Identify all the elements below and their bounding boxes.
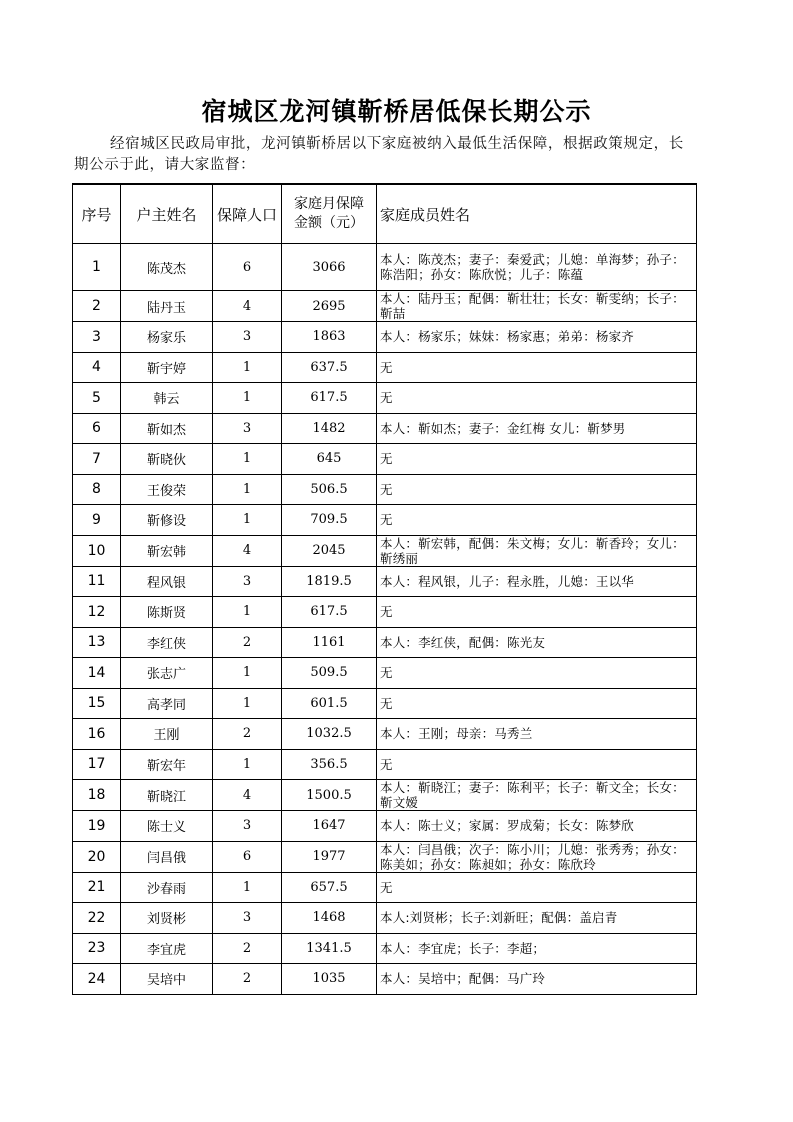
table-row (73, 291, 697, 322)
header-members: 家庭成员姓名 (377, 184, 697, 244)
cell-persons: 1 (213, 658, 282, 689)
cell-members (377, 688, 697, 719)
cell-head-name: 杨家乐 (121, 322, 213, 353)
page-title: 宿城区龙河镇靳桥居低保长期公示 (201, 97, 592, 126)
table-row (73, 933, 697, 964)
cell-head-name: 陆丹玉 (121, 291, 213, 322)
cell-head-name: 靳修设 (121, 505, 213, 536)
cell-head-name: 陈茂杰 (121, 244, 213, 291)
cell-persons: 3 (213, 413, 282, 444)
cell-seq: 18 (73, 780, 121, 811)
cell-members (377, 505, 697, 536)
cell-seq: 12 (73, 597, 121, 628)
cell-persons: 1 (213, 688, 282, 719)
cell-members (377, 322, 697, 353)
cell-seq: 1 (73, 244, 121, 291)
table-body (73, 244, 697, 995)
members-text: 本人：靳宏韩，配偶：朱文梅；女儿：靳香玲；女儿：靳绣丽 (380, 535, 685, 566)
cell-members (377, 244, 697, 291)
cell-head-name: 闫昌俄 (121, 841, 213, 872)
header-persons: 保障人口 (213, 184, 282, 244)
cell-seq: 15 (73, 688, 121, 719)
members-text: 无 (380, 359, 393, 375)
cell-persons: 3 (213, 811, 282, 842)
members-text: 本人:刘贤彬；长子:刘新旺；配偶：盖启青 (380, 910, 618, 926)
members-text: 无 (380, 451, 393, 467)
cell-persons: 6 (213, 841, 282, 872)
cell-persons: 6 (213, 244, 282, 291)
table-row (73, 841, 697, 872)
members-text: 无 (380, 695, 393, 711)
members-text: 本人：陈士义；家属：罗成菊；长女：陈梦欣 (380, 818, 635, 834)
cell-persons: 2 (213, 719, 282, 750)
cell-amount: 356.5 (282, 749, 377, 780)
cell-seq: 22 (73, 903, 121, 934)
members-text: 无 (380, 390, 393, 406)
members-text: 无 (380, 665, 393, 681)
cell-persons: 1 (213, 749, 282, 780)
cell-members (377, 566, 697, 597)
cell-persons: 3 (213, 903, 282, 934)
cell-members (377, 413, 697, 444)
cell-head-name: 吴培中 (121, 964, 213, 995)
members-text: 本人：陆丹玉；配偶：靳壮壮；长女：靳雯纳；长子：靳喆 (380, 291, 685, 321)
cell-persons: 1 (213, 872, 282, 903)
members-text: 本人：吴培中；配偶：马广玲 (380, 971, 546, 987)
cell-head-name: 王刚 (121, 719, 213, 750)
cell-members (377, 627, 697, 658)
cell-members (377, 352, 697, 383)
cell-amount: 1863 (282, 322, 377, 353)
table-row (73, 903, 697, 934)
cell-persons: 3 (213, 322, 282, 353)
members-text: 无 (380, 481, 393, 497)
cell-seq: 19 (73, 811, 121, 842)
cell-head-name: 韩云 (121, 383, 213, 414)
cell-persons: 2 (213, 933, 282, 964)
table-row (73, 322, 697, 353)
cell-head-name: 靳如杰 (121, 413, 213, 444)
table-row (73, 352, 697, 383)
cell-seq: 21 (73, 872, 121, 903)
members-text: 本人：王刚；母亲：马秀兰 (380, 726, 533, 742)
cell-persons: 1 (213, 597, 282, 628)
cell-seq: 17 (73, 749, 121, 780)
cell-amount: 1819.5 (282, 566, 377, 597)
header-head-name: 户主姓名 (121, 184, 213, 244)
cell-amount: 1500.5 (282, 780, 377, 811)
cell-members (377, 719, 697, 750)
cell-members (377, 658, 697, 689)
cell-seq: 7 (73, 444, 121, 475)
cell-head-name: 李宜虎 (121, 933, 213, 964)
cell-head-name: 王俊荣 (121, 474, 213, 505)
table-row (73, 780, 697, 811)
table-row (73, 444, 697, 475)
members-text: 本人：李红侠，配偶：陈光友 (380, 634, 546, 650)
cell-head-name: 程风银 (121, 566, 213, 597)
members-text: 无 (380, 879, 393, 895)
cell-seq: 8 (73, 474, 121, 505)
cell-seq: 10 (73, 535, 121, 566)
cell-members (377, 964, 697, 995)
cell-amount: 645 (282, 444, 377, 475)
members-text: 本人：李宜虎；长子：李超； (380, 940, 546, 956)
cell-amount: 1032.5 (282, 719, 377, 750)
cell-persons: 2 (213, 627, 282, 658)
cell-seq: 16 (73, 719, 121, 750)
cell-members (377, 383, 697, 414)
cell-amount: 1035 (282, 964, 377, 995)
table-row (73, 964, 697, 995)
table-row (73, 383, 697, 414)
members-text: 本人：杨家乐；妹妹：杨家惠；弟弟：杨家齐 (380, 329, 635, 345)
cell-head-name: 靳晓伙 (121, 444, 213, 475)
cell-head-name: 刘贤彬 (121, 903, 213, 934)
table-row (73, 413, 697, 444)
header-amount (282, 184, 377, 244)
table-row (73, 244, 697, 291)
cell-persons: 1 (213, 444, 282, 475)
cell-seq: 14 (73, 658, 121, 689)
cell-seq: 4 (73, 352, 121, 383)
cell-persons: 2 (213, 964, 282, 995)
table-row (73, 719, 697, 750)
cell-seq: 20 (73, 841, 121, 872)
members-text: 无 (380, 604, 393, 620)
cell-members (377, 872, 697, 903)
cell-members (377, 474, 697, 505)
cell-members (377, 811, 697, 842)
header-amount-line2: 金额（元） (294, 215, 364, 231)
intro-paragraph: 经宿城区民政局审批，龙河镇靳桥居以下家庭被纳入最低生活保障，根据政策规定，长期公示于此，请大家监督： (74, 136, 684, 173)
cell-amount: 709.5 (282, 505, 377, 536)
cell-persons: 1 (213, 383, 282, 414)
cell-amount: 617.5 (282, 383, 377, 414)
table-header-row (73, 184, 697, 244)
cell-amount: 2045 (282, 535, 377, 566)
cell-members (377, 535, 697, 566)
table-row (73, 505, 697, 536)
table-row (73, 627, 697, 658)
header-seq: 序号 (73, 184, 121, 244)
cell-head-name: 靳晓江 (121, 780, 213, 811)
cell-persons: 4 (213, 291, 282, 322)
table-row (73, 688, 697, 719)
table-row (73, 535, 697, 566)
cell-persons: 1 (213, 505, 282, 536)
cell-members (377, 444, 697, 475)
cell-seq: 13 (73, 627, 121, 658)
cell-amount: 3066 (282, 244, 377, 291)
cell-head-name: 高孝同 (121, 688, 213, 719)
cell-seq: 9 (73, 505, 121, 536)
cell-head-name: 靳宏韩 (121, 535, 213, 566)
cell-amount: 601.5 (282, 688, 377, 719)
cell-head-name: 陈斯贤 (121, 597, 213, 628)
cell-head-name: 靳宇婷 (121, 352, 213, 383)
table-row (73, 872, 697, 903)
cell-members (377, 903, 697, 934)
cell-seq: 2 (73, 291, 121, 322)
cell-head-name: 张志广 (121, 658, 213, 689)
cell-amount: 506.5 (282, 474, 377, 505)
cell-seq: 24 (73, 964, 121, 995)
members-text: 本人：陈茂杰；妻子：秦爱武；儿媳：单海梦；孙子：陈浩阳；孙女：陈欣悦；儿子：陈蕴 (380, 252, 685, 282)
cell-seq: 3 (73, 322, 121, 353)
cell-members (377, 841, 697, 872)
members-text: 无 (380, 512, 393, 528)
cell-members (377, 291, 697, 322)
members-text: 本人：闫昌俄；次子：陈小川；儿媳：张秀秀；孙女：陈美如；孙女：陈昶如；孙女：陈欣玲 (380, 841, 685, 872)
subsidy-table (72, 183, 697, 995)
cell-amount: 617.5 (282, 597, 377, 628)
cell-amount: 657.5 (282, 872, 377, 903)
cell-members (377, 933, 697, 964)
table-row (73, 658, 697, 689)
table-row (73, 749, 697, 780)
cell-head-name: 靳宏年 (121, 749, 213, 780)
cell-head-name: 沙春雨 (121, 872, 213, 903)
cell-members (377, 780, 697, 811)
cell-seq: 23 (73, 933, 121, 964)
cell-amount: 509.5 (282, 658, 377, 689)
cell-amount: 1482 (282, 413, 377, 444)
cell-amount: 1647 (282, 811, 377, 842)
cell-members (377, 597, 697, 628)
cell-amount: 1341.5 (282, 933, 377, 964)
table-row (73, 566, 697, 597)
cell-head-name: 李红侠 (121, 627, 213, 658)
cell-persons: 4 (213, 780, 282, 811)
cell-seq: 11 (73, 566, 121, 597)
table-row (73, 474, 697, 505)
cell-amount: 1161 (282, 627, 377, 658)
cell-persons: 1 (213, 474, 282, 505)
table-row (73, 597, 697, 628)
members-text: 本人：程风银，儿子：程永胜，儿媳：王以华 (380, 573, 635, 589)
cell-persons: 4 (213, 535, 282, 566)
members-text: 无 (380, 756, 393, 772)
table-row (73, 811, 697, 842)
header-amount-line1: 家庭月保障 (294, 196, 364, 212)
members-text: 本人：靳晓江；妻子：陈利平；长子：靳文全；长女：靳文嫒 (380, 780, 685, 810)
cell-seq: 6 (73, 413, 121, 444)
cell-seq: 5 (73, 383, 121, 414)
cell-members (377, 749, 697, 780)
cell-amount: 1977 (282, 841, 377, 872)
cell-amount: 637.5 (282, 352, 377, 383)
cell-persons: 1 (213, 352, 282, 383)
cell-amount: 1468 (282, 903, 377, 934)
cell-persons: 3 (213, 566, 282, 597)
cell-head-name: 陈士义 (121, 811, 213, 842)
members-text: 本人：靳如杰；妻子：金红梅 女儿：靳梦男 (380, 420, 626, 436)
cell-amount: 2695 (282, 291, 377, 322)
